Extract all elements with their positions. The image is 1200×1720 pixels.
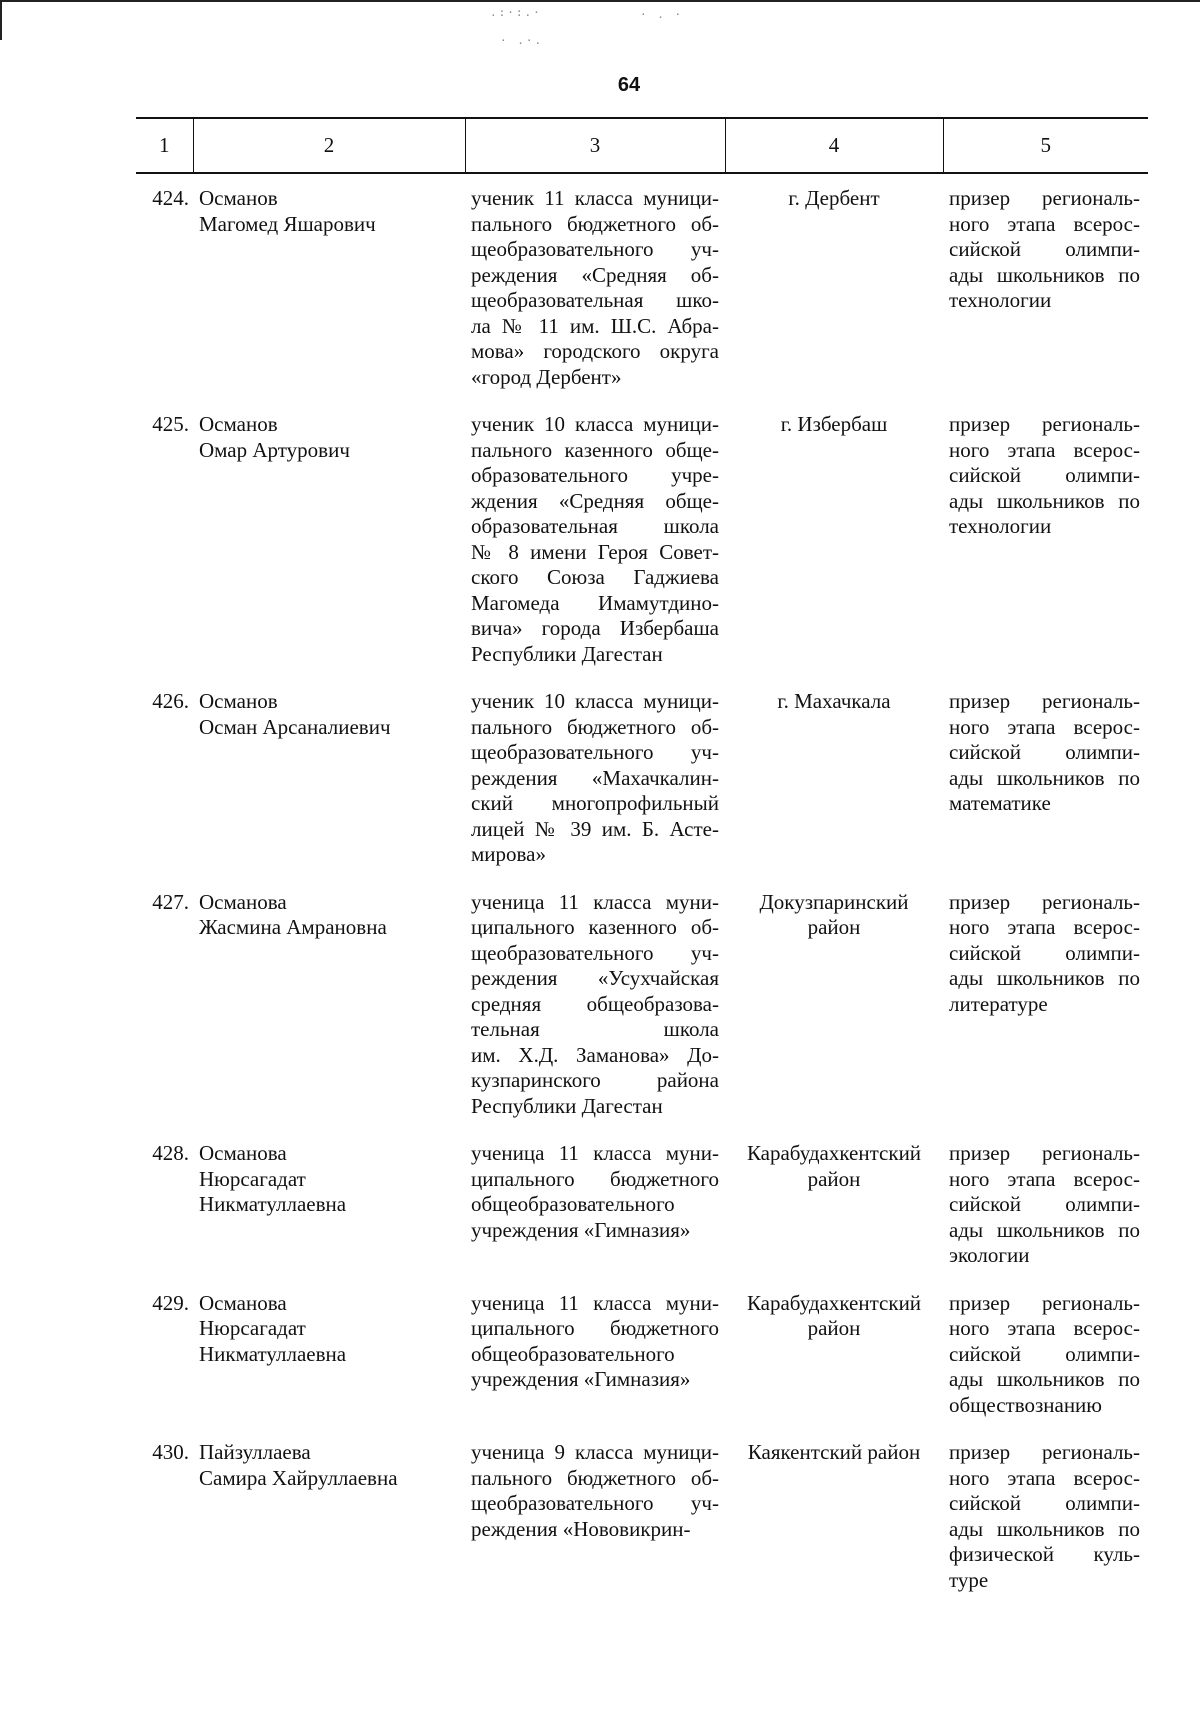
institution-line: ципального бюджетного <box>471 1166 719 1191</box>
participant-name-line: Нюрсагадат <box>199 1166 306 1191</box>
award-status-line: сийской олимпи- <box>949 1192 1140 1216</box>
institution-line: ученица 11 класса муни- <box>471 889 719 914</box>
participant-name <box>193 1291 465 1441</box>
participant-name-line: Жасмина Амрановна <box>199 915 387 939</box>
municipality <box>725 689 943 890</box>
participant-name-line: Османов <box>199 186 278 210</box>
award-status-line: сийской олимпи- <box>949 1491 1140 1515</box>
table-row <box>136 689 1148 890</box>
award-status-line: литературе <box>949 991 1048 1016</box>
award-status <box>943 1141 1148 1291</box>
municipality-line: район <box>807 1166 861 1191</box>
institution-line: мова» городского округа <box>471 339 719 363</box>
municipality <box>725 1291 943 1441</box>
participant-name-line: Османов <box>199 412 278 436</box>
municipality <box>725 1141 943 1291</box>
column-header: 1 <box>136 118 193 173</box>
award-status-line: ного этапа всерос- <box>949 915 1140 939</box>
award-status-line: физической куль- <box>949 1542 1140 1566</box>
award-status-line: сийской олимпи- <box>949 940 1140 965</box>
institution-line: общеобразовательного <box>471 1192 675 1216</box>
participant-name <box>193 1141 465 1291</box>
row-number: 428. <box>152 1141 189 1165</box>
participant-name-line: Османова <box>199 1141 287 1165</box>
participant-name-line: Османова <box>199 1290 287 1315</box>
institution-line: щеобразовательного уч- <box>471 237 719 261</box>
table-row <box>136 1141 1148 1291</box>
institution-line: Республики Дагестан <box>471 1093 663 1118</box>
participant-name <box>193 1440 465 1615</box>
institution-line: пального бюджетного об- <box>471 714 719 739</box>
institution-line: ученица 11 класса муни- <box>471 1290 719 1315</box>
participant-name-line: Нюрсагадат <box>199 1316 306 1340</box>
institution <box>465 890 725 1142</box>
award-status-line: ады школьников по <box>949 488 1140 513</box>
award-status <box>943 1440 1148 1615</box>
participant-name-line: Осман Арсаналиевич <box>199 714 391 739</box>
institution-line: щеобразовательного уч- <box>471 1491 719 1515</box>
row-number: 425. <box>152 412 189 436</box>
municipality-line: Докузпаринский <box>759 889 909 914</box>
participant-name-line: Омар Артурович <box>199 437 350 462</box>
award-status-line: туре <box>949 1567 989 1592</box>
institution <box>465 173 725 412</box>
institution-line: ученица 11 класса муни- <box>471 1141 719 1165</box>
award-status-line: математике <box>949 791 1051 815</box>
table-header-row <box>136 118 1148 173</box>
participant-name-line: Никматуллаевна <box>199 1192 347 1216</box>
municipality-line: г. Дербент <box>788 186 880 210</box>
award-status-line: технологии <box>949 514 1052 538</box>
table-row <box>136 173 1148 412</box>
award-status <box>943 412 1148 689</box>
participant-name-line: Пайзуллаева <box>199 1440 311 1464</box>
page-number: 64 <box>617 74 641 96</box>
award-status-line: ного этапа всерос- <box>949 211 1140 236</box>
award-status-line: призер региональ- <box>949 689 1140 713</box>
award-status <box>943 689 1148 890</box>
institution-line: Магомеда Имамутдино- <box>471 590 719 615</box>
institution-line: ципального казенного об- <box>471 915 719 939</box>
column-header: 3 <box>465 118 725 173</box>
row-number: 430. <box>152 1440 189 1464</box>
award-status <box>943 890 1148 1142</box>
municipality-line: район <box>807 915 861 939</box>
institution-line: ский многопрофильный <box>471 791 719 815</box>
scan-edge-top <box>0 0 1200 2</box>
participant-name-line: Самира Хайруллаевна <box>199 1465 398 1490</box>
award-status-line: ады школьников по <box>949 1217 1140 1242</box>
institution-line: кузпаринского района <box>471 1068 719 1092</box>
participant-name <box>193 890 465 1142</box>
institution-line: мирова» <box>471 842 546 866</box>
institution-line: ученик 11 класса муници- <box>471 186 719 210</box>
table-row <box>136 412 1148 689</box>
row-number: 427. <box>152 889 189 914</box>
row-number: 429. <box>152 1290 189 1315</box>
award-status-line: технологии <box>949 288 1052 312</box>
scan-speckle: · .·. <box>500 34 544 47</box>
table-row <box>136 1291 1148 1441</box>
institution-line: образовательная школа <box>471 514 719 538</box>
institution-line: пального бюджетного об- <box>471 1465 719 1490</box>
institution-line: ждения «Средняя обще- <box>471 488 719 513</box>
institution-line: лицей № 39 им. Б. Асте- <box>471 816 719 841</box>
award-status-line: ады школьников по <box>949 966 1140 990</box>
institution <box>465 1141 725 1291</box>
institution-line: щеобразовательного уч- <box>471 740 719 764</box>
institution-line: реждения «Махачкалин- <box>471 765 719 790</box>
institution-line: средняя общеобразова- <box>471 991 719 1016</box>
participant-name <box>193 173 465 412</box>
award-status-line: ады школьников по <box>949 262 1140 287</box>
award-status-line: призер региональ- <box>949 1141 1140 1165</box>
institution-line: щеобразовательная шко- <box>471 288 719 312</box>
municipality <box>725 1440 943 1615</box>
award-status-line: призер региональ- <box>949 1440 1140 1464</box>
award-status-line: призер региональ- <box>949 412 1140 436</box>
award-status <box>943 1291 1148 1441</box>
scan-speckle: .:·:.· <box>490 6 542 19</box>
table-row <box>136 890 1148 1142</box>
institution-line: ученик 10 класса муници- <box>471 412 719 436</box>
institution-line: им. Х.Д. Заманова» До- <box>471 1042 719 1067</box>
participant-name <box>193 689 465 890</box>
participant-name-line: Никматуллаевна <box>199 1341 347 1366</box>
award-status-line: призер региональ- <box>949 1290 1140 1315</box>
award-status-line: экологии <box>949 1243 1030 1267</box>
institution-line: образовательного учре- <box>471 463 719 487</box>
column-header: 5 <box>943 118 1148 173</box>
institution-line: ла № 11 им. Ш.С. Абра- <box>471 313 719 338</box>
award-status-line: ады школьников по <box>949 1367 1140 1391</box>
institution-line: «город Дербент» <box>471 364 622 389</box>
institution-line: ского Союза Гаджиева <box>471 565 719 589</box>
municipality-line: Карабудахкентский <box>746 1141 922 1165</box>
institution-line: учреждения «Гимназия» <box>471 1367 691 1391</box>
award-status-line: призер региональ- <box>949 186 1140 210</box>
scan-speckle: · . · <box>640 8 684 21</box>
institution-line: ученица 9 класса муници- <box>471 1440 719 1464</box>
institution-line: реждения «Средняя об- <box>471 262 719 287</box>
municipality-line: район <box>807 1316 861 1340</box>
awardees-table <box>136 117 1148 1615</box>
scan-edge-left <box>0 0 2 40</box>
participant-name-line: Магомед Яшарович <box>199 211 376 236</box>
institution-line: тельная школа <box>471 1017 719 1041</box>
institution <box>465 412 725 689</box>
institution-line: общеобразовательного <box>471 1341 675 1366</box>
institution-line: пального казенного обще- <box>471 437 719 462</box>
participant-name-line: Османова <box>199 889 287 914</box>
institution <box>465 1291 725 1441</box>
institution <box>465 689 725 890</box>
municipality <box>725 412 943 689</box>
award-status-line: призер региональ- <box>949 889 1140 914</box>
institution <box>465 1440 725 1615</box>
municipality <box>725 173 943 412</box>
award-status-line: ного этапа всерос- <box>949 714 1140 739</box>
award-status-line: ады школьников по <box>949 765 1140 790</box>
institution-line: Республики Дагестан <box>471 641 663 666</box>
award-status-line: сийской олимпи- <box>949 740 1140 764</box>
municipality <box>725 890 943 1142</box>
award-status-line: обществознанию <box>949 1392 1102 1417</box>
institution-line: ципального бюджетного <box>471 1316 719 1340</box>
institution-line: реждения «Нововикрин- <box>471 1516 691 1541</box>
award-status-line: ады школьников по <box>949 1516 1140 1541</box>
institution-line: пального бюджетного об- <box>471 211 719 236</box>
municipality-line: г. Избербаш <box>780 412 888 436</box>
municipality-line: Каякентский район <box>747 1440 921 1464</box>
award-status-line: сийской олимпи- <box>949 463 1140 487</box>
award-status-line: ного этапа всерос- <box>949 437 1140 462</box>
award-status-line: сийской олимпи- <box>949 1341 1140 1366</box>
institution-line: ученик 10 класса муници- <box>471 689 719 713</box>
institution-line: щеобразовательного уч- <box>471 940 719 965</box>
participant-name-line: Османов <box>199 689 278 713</box>
institution-line: вича» города Избербаша <box>471 616 719 640</box>
municipality-line: г. Махачкала <box>777 689 891 713</box>
award-status-line: сийской олимпи- <box>949 237 1140 261</box>
row-number: 424. <box>152 186 189 210</box>
participant-name <box>193 412 465 689</box>
institution-line: учреждения «Гимназия» <box>471 1217 691 1242</box>
award-status <box>943 173 1148 412</box>
award-status-line: ного этапа всерос- <box>949 1166 1140 1191</box>
table-row <box>136 1440 1148 1615</box>
row-number: 426. <box>152 689 189 713</box>
institution-line: № 8 имени Героя Совет- <box>471 539 719 564</box>
municipality-line: Карабудахкентский <box>746 1290 922 1315</box>
column-header: 4 <box>725 118 943 173</box>
table-body <box>136 173 1148 1615</box>
award-status-line: ного этапа всерос- <box>949 1465 1140 1490</box>
award-status-line: ного этапа всерос- <box>949 1316 1140 1340</box>
column-header: 2 <box>193 118 465 173</box>
institution-line: реждения «Усухчайская <box>471 966 719 990</box>
